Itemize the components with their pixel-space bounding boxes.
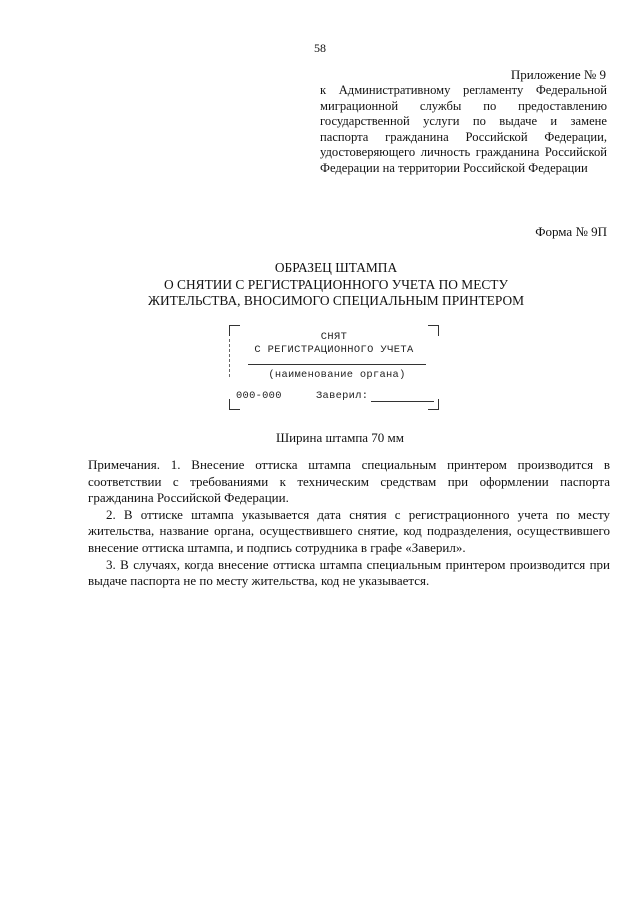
- document-title-line-3: ЖИТЕЛЬСТВА, ВНОСИМОГО СПЕЦИАЛЬНЫМ ПРИНТЕРОМ: [147, 293, 525, 308]
- appendix-title: Приложение № 9: [510, 67, 606, 82]
- document-title: [0, 260, 640, 310]
- note-1: Примечания. 1. Внесение оттиска штампа специальным принтером производится в соответствии с требованиями к техническим средствам при оформлении паспорта гражданина Российской Федерации.: [88, 457, 610, 506]
- stamp-certified-label: Заверил:: [316, 390, 369, 402]
- form-number: Форма № 9П: [535, 224, 607, 239]
- stamp-status-text: СНЯТ: [320, 331, 348, 343]
- stamp-sample: [229, 325, 439, 410]
- note-2: 2. В оттиске штампа указывается дата снятия с регистрационного учета по месту жительства, название органа, осуществившего снятие, код подразделения, осуществившего внесение оттиска штампа, и подпись сотрудника в графе «Заверил».: [88, 506, 610, 555]
- document-title-line-1: ОБРАЗЕЦ ШТАМПА: [274, 260, 398, 275]
- stamp-signature-line: [371, 401, 434, 402]
- page-number: 58: [314, 41, 326, 55]
- stamp-organ-label: (наименование органа): [268, 369, 406, 381]
- stamp-width-caption: Ширина штампа 70 мм: [275, 430, 405, 445]
- stamp-organ-name-line: [248, 364, 426, 365]
- document-title-line-2: О СНЯТИИ С РЕГИСТРАЦИОННОГО УЧЕТА ПО МЕСТУ: [164, 276, 508, 292]
- notes-section: [88, 457, 610, 590]
- note-3: 3. В случаях, когда внесение оттиска штампа специальным принтером производится при выдаче паспорта не по месту жительства, код не указывается.: [88, 556, 610, 589]
- appendix-description: к Административному регламенту Федеральной миграционной службы по предоставлению государственной услуги по выдаче и замене паспорта гражданина Российской Федерации, удостоверяющего личность гражданина Российской Федерации на территории Российской Федерации: [320, 83, 607, 175]
- stamp-division-code: 000-000: [236, 390, 282, 402]
- stamp-subject-text: С РЕГИСТРАЦИОННОГО УЧЕТА: [254, 344, 414, 356]
